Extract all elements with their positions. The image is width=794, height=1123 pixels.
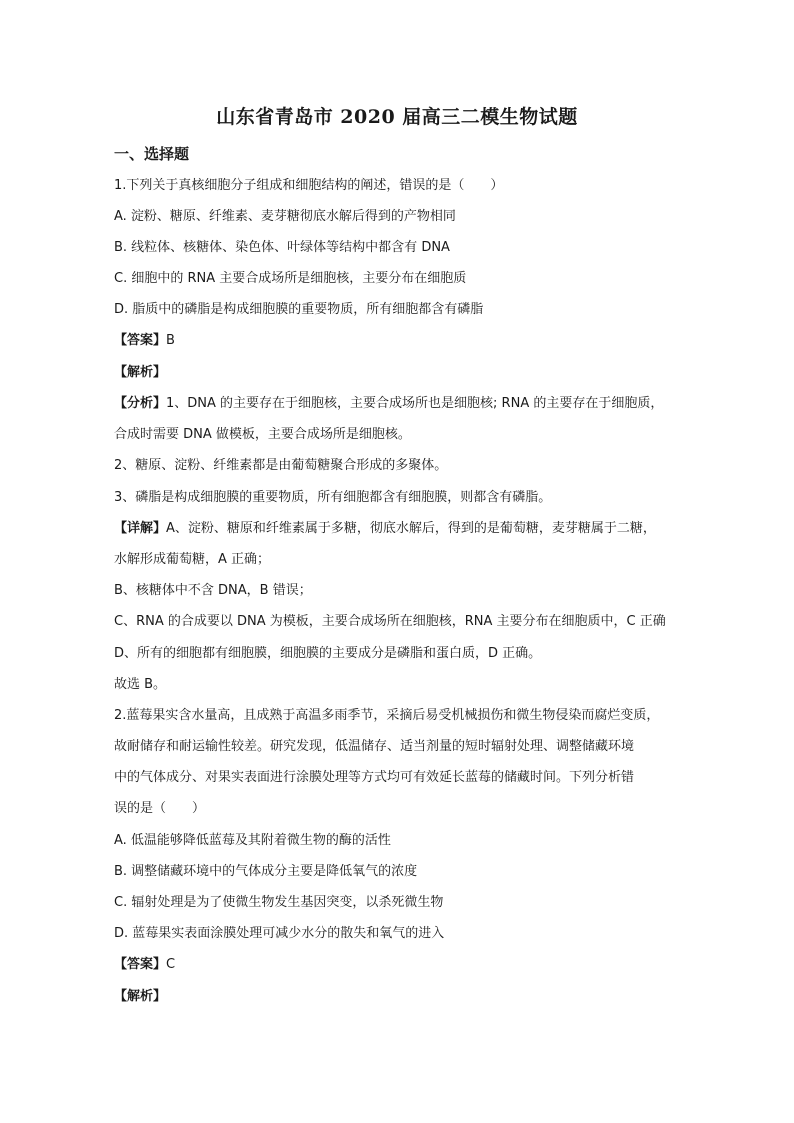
q1-fenxi-line-2: 合成时需要 DNA 做模板，主要合成场所是细胞核。 <box>114 427 411 442</box>
q2-option-a: A. 低温能够降低蓝莓及其附着微生物的酶的活性 <box>114 833 391 848</box>
q1-xiangjie-line-6: 故选 B。 <box>114 677 167 692</box>
q2-stem-line-1: 2.蓝莓果实含水量高，且成熟于高温多雨季节，采摘后易受机械损伤和微生物侵染而腐烂变质， <box>114 708 660 723</box>
section-heading: 一、选择题 <box>114 145 190 163</box>
q2-option-c: C. 辐射处理是为了使微生物发生基因突变，以杀死微生物 <box>114 895 444 910</box>
q1-xiangjie-line-4: C、RNA 的合成要以 DNA 为模板，主要合成场所在细胞核，RNA 主要分布在细胞质中，C 正确 <box>114 614 666 629</box>
q2-stem-line-4: 误的是（ ） <box>114 801 206 816</box>
q2-stem-line-2: 故耐储存和耐运输性较差。研究发现，低温储存、适当剂量的短时辐射处理、调整储藏环境 <box>114 739 635 754</box>
q1-xiangjie-line-1 <box>114 520 686 538</box>
xiangjie-text: A、淀粉、糖原和纤维素属于多糖，彻底水解后，得到的是葡萄糖，麦芽糖属于二糖， <box>166 521 656 536</box>
q2-stem-line-3: 中的气体成分、对果实表面进行涂膜处理等方式均可有效延长蓝莓的储藏时间。下列分析错 <box>114 770 635 785</box>
xiangjie-label: 【详解】 <box>114 521 167 536</box>
q1-fenxi-line-4: 3、磷脂是构成细胞膜的重要物质，所有细胞都含有细胞膜，则都含有磷脂。 <box>114 490 552 505</box>
q1-answer <box>114 332 686 350</box>
q1-analysis-label: 【解析】 <box>114 365 167 380</box>
answer-value: C <box>166 957 176 972</box>
fenxi-text: 1、DNA 的主要存在于细胞核，主要合成场所也是细胞核; RNA 的主要存在于细胞质， <box>166 396 664 411</box>
answer-label: 【答案】 <box>114 333 167 348</box>
q2-answer <box>114 956 686 974</box>
answer-value: B <box>166 333 175 348</box>
answer-label: 【答案】 <box>114 957 167 972</box>
q1-option-b: B. 线粒体、核糖体、染色体、叶绿体等结构中都含有 DNA <box>114 240 450 255</box>
q1-fenxi-line-1 <box>114 395 686 413</box>
q1-xiangjie-line-5: D、所有的细胞都有细胞膜，细胞膜的主要成分是磷脂和蛋白质，D 正确。 <box>114 646 542 661</box>
q1-xiangjie-line-2: 水解形成葡萄糖，A 正确； <box>114 552 271 567</box>
q1-option-c: C. 细胞中的 RNA 主要合成场所是细胞核，主要分布在细胞质 <box>114 271 467 286</box>
page-title: 山东省青岛市 2020 届高三二模生物试题 <box>216 106 578 128</box>
q1-xiangjie-line-3: B、核糖体中不含 DNA，B 错误； <box>114 583 312 598</box>
q2-analysis-label: 【解析】 <box>114 989 167 1004</box>
q1-stem: 1.下列关于真核细胞分子组成和细胞结构的阐述，错误的是（ ） <box>114 178 504 193</box>
q2-option-d: D. 蓝莓果实表面涂膜处理可减少水分的散失和氧气的进入 <box>114 926 445 941</box>
fenxi-label: 【分析】 <box>114 396 167 411</box>
q1-option-a: A. 淀粉、糖原、纤维素、麦芽糖彻底水解后得到的产物相同 <box>114 209 456 224</box>
q1-fenxi-line-3: 2、糖原、淀粉、纤维素都是由葡萄糖聚合形成的多聚体。 <box>114 458 448 473</box>
q2-option-b: B. 调整储藏环境中的气体成分主要是降低氧气的浓度 <box>114 864 418 879</box>
q1-option-d: D. 脂质中的磷脂是构成细胞膜的重要物质，所有细胞都含有磷脂 <box>114 302 484 317</box>
